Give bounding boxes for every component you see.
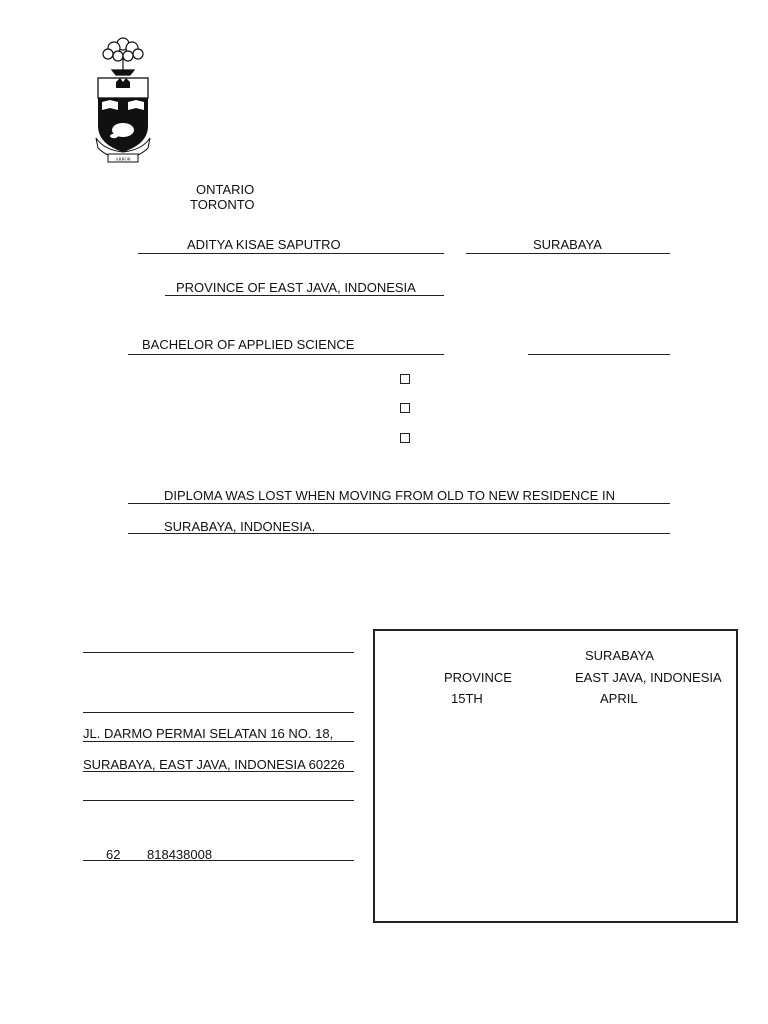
degree-year-field[interactable]: [528, 354, 670, 355]
declaration-month[interactable]: APRIL: [600, 691, 638, 706]
crest-tree: [103, 38, 143, 75]
address-field-3[interactable]: [83, 800, 354, 801]
birth-province-value[interactable]: PROVINCE OF EAST JAVA, INDONESIA: [176, 280, 416, 295]
header-city: TORONTO: [190, 197, 255, 212]
address-field-2[interactable]: [83, 771, 354, 772]
address-field-blank[interactable]: [83, 712, 354, 713]
birth-city-field[interactable]: [466, 253, 670, 254]
applicant-name-value[interactable]: ADITYA KISAE SAPUTRO: [187, 237, 341, 252]
birth-city-value[interactable]: SURABAYA: [533, 237, 602, 252]
header-province: ONTARIO: [196, 182, 255, 197]
degree-field[interactable]: [128, 354, 444, 355]
option-checkbox-1[interactable]: [400, 374, 410, 384]
address-line-2[interactable]: SURABAYA, EAST JAVA, INDONESIA 60226: [83, 757, 345, 772]
reason-field-1[interactable]: [128, 503, 670, 504]
phone-number[interactable]: 818438008: [147, 847, 213, 862]
reason-line-2[interactable]: SURABAYA, INDONESIA.: [164, 519, 316, 534]
address-field-1[interactable]: [83, 741, 354, 742]
option-checkbox-2[interactable]: [400, 403, 410, 413]
applicant-name-field[interactable]: [138, 253, 444, 254]
declaration-day[interactable]: 15TH: [451, 691, 483, 706]
degree-value[interactable]: BACHELOR OF APPLIED SCIENCE: [142, 337, 355, 352]
reason-line-1[interactable]: DIPLOMA WAS LOST WHEN MOVING FROM OLD TO NEW RESIDENCE IN: [164, 488, 615, 503]
address-line-1[interactable]: JL. DARMO PERMAI SELATAN 16 NO. 18,: [83, 726, 334, 741]
declaration-province[interactable]: EAST JAVA, INDONESIA: [575, 670, 722, 685]
declaration-province-label: PROVINCE: [444, 670, 512, 685]
reason-field-2[interactable]: [128, 533, 670, 534]
university-crest-logo: [94, 32, 152, 166]
option-checkbox-3[interactable]: [400, 433, 410, 443]
phone-country-code[interactable]: 62: [106, 847, 121, 862]
phone-field[interactable]: [83, 860, 354, 861]
signature-field[interactable]: [83, 652, 354, 653]
declaration-city[interactable]: SURABAYA: [585, 648, 654, 663]
crest-arbor-text: ARBOR: [115, 156, 131, 162]
birth-province-field[interactable]: [165, 295, 444, 296]
